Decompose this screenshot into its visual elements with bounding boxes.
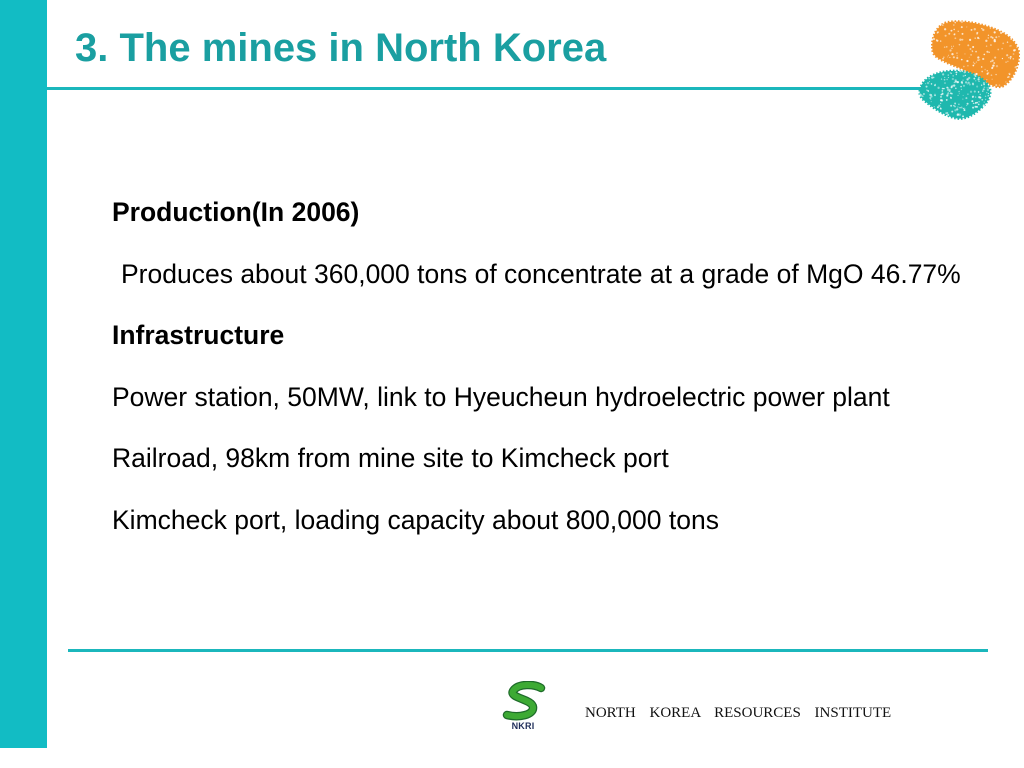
blob-speckle	[992, 64, 994, 66]
blob-speckle	[953, 24, 954, 25]
blob-speckle	[1007, 42, 1008, 43]
blob-speckle	[946, 112, 948, 114]
production-detail: Produces about 360,000 tons of concentrate at a grade of MgO 46.77%	[121, 259, 961, 289]
blob-speckle	[976, 106, 978, 108]
slide-title: 3. The mines in North Korea	[75, 26, 607, 70]
blob-speckle	[1010, 45, 1011, 46]
blob-speckle	[940, 103, 941, 104]
blob-speckle	[953, 33, 955, 35]
blob-speckle	[958, 91, 960, 93]
blob-speckle	[985, 99, 986, 100]
blob-speckle	[953, 56, 955, 58]
blob-speckle	[947, 56, 948, 57]
blob-speckle	[967, 84, 968, 85]
blob-speckle	[962, 71, 963, 72]
blob-speckle	[958, 103, 960, 105]
blob-speckle	[969, 83, 971, 85]
blob-speckle	[961, 39, 963, 41]
blob-speckle	[938, 105, 940, 107]
blob-speckle	[967, 93, 968, 94]
blob-speckle	[963, 108, 964, 109]
blob-speckle	[940, 96, 942, 98]
blob-speckle	[940, 99, 942, 101]
blob-speckle	[965, 72, 966, 73]
blob-speckle	[972, 107, 974, 109]
blob-speckle	[950, 92, 952, 94]
blob-speckle	[991, 74, 993, 76]
blob-speckle	[971, 29, 973, 31]
blob-speckle	[975, 96, 976, 97]
blob-speckle	[956, 52, 957, 53]
blob-speckle	[949, 57, 950, 58]
blob-speckle	[937, 87, 939, 89]
blob-speckle	[982, 58, 984, 60]
blob-speckle	[979, 97, 981, 99]
blob-speckle	[976, 33, 977, 34]
blob-speckle	[977, 56, 979, 58]
blob-speckle	[963, 85, 965, 87]
blob-speckle	[944, 46, 946, 48]
blob-speckle	[991, 60, 993, 62]
blob-speckle	[975, 102, 977, 104]
blob-speckle	[998, 36, 1000, 38]
blob-speckle	[955, 71, 957, 73]
blob-speckle	[978, 104, 980, 106]
blob-speckle	[950, 97, 951, 98]
blob-speckle	[994, 39, 996, 41]
blob-speckle	[975, 38, 976, 39]
blob-speckle	[961, 89, 962, 90]
blob-speckle	[974, 63, 976, 65]
blob-speckle	[987, 72, 989, 74]
blob-speckle	[934, 95, 935, 96]
speckled-blobs-logo-icon	[918, 18, 1020, 120]
blob-speckle	[975, 51, 977, 53]
blob-speckle	[961, 59, 963, 61]
blob-speckle	[1013, 53, 1015, 55]
blob-speckle	[963, 75, 965, 77]
blob-speckle	[953, 117, 954, 118]
blob-speckle	[993, 62, 995, 64]
blob-speckle	[988, 86, 990, 88]
blob-speckle	[922, 95, 924, 97]
blob-speckle	[955, 80, 957, 82]
blob-speckle	[950, 105, 952, 107]
blob-speckle	[937, 31, 939, 33]
blob-speckle	[1005, 61, 1007, 63]
blob-speckle	[1010, 58, 1011, 59]
blob-speckle	[981, 28, 982, 29]
nkri-s-logo-icon	[502, 681, 546, 723]
blob-speckle	[988, 37, 989, 38]
blob-speckle	[951, 53, 953, 55]
blob-speckle	[987, 95, 989, 97]
blob-speckle	[959, 44, 961, 46]
blob-speckle	[977, 78, 979, 80]
blob-speckle	[951, 46, 952, 47]
blob-speckle	[933, 38, 935, 40]
blob-speckle	[969, 39, 971, 41]
blob-speckle	[1014, 49, 1016, 51]
blob-speckle	[943, 57, 944, 58]
blob-speckle	[946, 22, 947, 23]
blob-speckle	[969, 48, 971, 50]
blob-speckle	[966, 105, 967, 106]
blob-speckle	[961, 81, 963, 83]
blob-speckle	[967, 65, 969, 67]
blob-speckle	[946, 46, 948, 48]
blob-speckle	[985, 40, 987, 42]
blob-speckle	[988, 93, 989, 94]
blob-speckle	[990, 44, 992, 46]
blob-speckle	[941, 92, 943, 94]
blob-speckle	[925, 83, 926, 84]
blob-speckle	[942, 73, 944, 75]
blob-speckle	[972, 65, 974, 67]
blob-speckle	[943, 88, 944, 89]
blob-speckle	[972, 97, 973, 98]
blob-speckle	[984, 69, 986, 71]
blob-speckle	[995, 36, 997, 38]
blob-speckle	[994, 31, 996, 33]
blob-speckle	[958, 31, 959, 32]
blob-speckle	[978, 38, 979, 39]
blob-speckle	[1010, 38, 1012, 40]
blob-speckle	[1001, 48, 1003, 50]
blob-speckle	[981, 85, 982, 86]
blob-speckle	[948, 92, 949, 93]
blob-speckle	[930, 95, 932, 97]
blob-speckle	[948, 74, 949, 75]
blob-speckle	[942, 58, 944, 60]
blob-speckle	[1015, 66, 1017, 68]
blob-speckle	[948, 77, 949, 78]
blob-speckle	[972, 46, 974, 48]
blob-speckle	[966, 60, 968, 62]
left-accent-bar	[0, 0, 47, 748]
blob-speckle	[942, 24, 943, 25]
blob-speckle	[975, 75, 977, 77]
blob-speckle	[953, 84, 955, 86]
blob-speckle	[984, 101, 985, 102]
blob-speckle	[967, 44, 969, 46]
blob-speckle	[948, 33, 950, 35]
blob-speckle	[959, 39, 961, 41]
blob-speckle	[973, 78, 975, 80]
blob-speckle	[1009, 74, 1010, 75]
blob-speckle	[931, 76, 933, 78]
blob-speckle	[946, 87, 948, 89]
blob-speckle	[926, 86, 928, 88]
blob-speckle	[977, 59, 979, 61]
blob-speckle	[956, 74, 957, 75]
blob-speckle	[972, 83, 974, 85]
blob-speckle	[954, 109, 956, 111]
blob-speckle	[959, 93, 960, 94]
blob-speckle	[933, 106, 934, 107]
blob-speckle	[988, 35, 989, 36]
blob-speckle	[983, 88, 985, 90]
blob-speckle	[927, 82, 929, 84]
infrastructure-item-railroad: Railroad, 98km from mine site to Kimcheck port	[112, 443, 669, 473]
blob-speckle	[954, 22, 955, 23]
blob-speckle	[956, 57, 958, 59]
blob-speckle	[962, 33, 964, 35]
blob-speckle	[970, 54, 972, 56]
blob-speckle	[982, 90, 983, 91]
blob-speckle	[1002, 42, 1004, 44]
blob-speckle	[987, 87, 988, 88]
blob-speckle	[946, 99, 948, 101]
blob-speckle	[944, 79, 946, 81]
blob-speckle	[963, 95, 964, 96]
blob-speckle	[962, 98, 963, 99]
blob-speckle	[961, 26, 963, 28]
blob-speckle	[970, 91, 972, 93]
blob-speckle	[946, 94, 948, 96]
blob-speckle	[981, 99, 983, 101]
blob-speckle	[957, 95, 958, 96]
blob-speckle	[978, 91, 980, 93]
blob-speckle	[990, 28, 991, 29]
blob-speckle	[949, 49, 951, 51]
blob-speckle	[982, 29, 984, 31]
blob-speckle	[940, 108, 942, 110]
blob-speckle	[992, 79, 993, 80]
blob-speckle	[978, 101, 979, 102]
infrastructure-heading: Infrastructure	[112, 320, 285, 350]
blob-speckle	[941, 79, 942, 80]
blob-speckle	[928, 78, 929, 79]
blob-speckle	[962, 115, 964, 117]
blob-speckle	[945, 35, 947, 37]
blob-speckle	[948, 89, 950, 91]
blob-speckle	[955, 87, 957, 89]
footer-divider	[68, 649, 988, 652]
blob-speckle	[991, 67, 993, 69]
blob-speckle	[975, 80, 976, 81]
blob-speckle	[967, 103, 969, 105]
blob-speckle	[935, 84, 936, 85]
blob-speckle	[981, 71, 983, 73]
blob-speckle	[947, 89, 949, 91]
blob-speckle	[954, 103, 956, 105]
blob-speckle	[1007, 77, 1008, 78]
blob-speckle	[948, 55, 949, 56]
blob-speckle	[972, 51, 973, 52]
blob-speckle	[995, 84, 997, 86]
blob-speckle	[951, 111, 953, 113]
blob-speckle	[1006, 54, 1008, 56]
blob-speckle	[959, 70, 961, 72]
blob-speckle	[946, 79, 948, 81]
blob-speckle	[1009, 45, 1010, 46]
blob-speckle	[953, 46, 954, 47]
blob-speckle	[969, 57, 970, 58]
blob-speckle	[986, 45, 987, 46]
blob-speckle	[974, 28, 976, 30]
blob-speckle	[965, 97, 967, 99]
blob-speckle	[957, 106, 959, 108]
blob-speckle	[1005, 81, 1006, 82]
blob-speckle	[994, 57, 996, 59]
blob-speckle	[1007, 61, 1009, 63]
blob-speckle	[930, 98, 931, 99]
blob-speckle	[978, 81, 979, 82]
blob-speckle	[976, 102, 978, 104]
blob-speckle	[986, 51, 988, 53]
blob-speckle	[931, 83, 933, 85]
blob-speckle	[950, 72, 951, 73]
blob-speckle	[944, 82, 946, 84]
infrastructure-item-power-station: Power station, 50MW, link to Hyeucheun hydroelectric power plant	[112, 382, 890, 412]
blob-speckle	[983, 54, 985, 56]
nkri-logo-text: NKRI	[511, 721, 535, 731]
blob-speckle	[960, 86, 962, 88]
blob-speckle	[1000, 32, 1002, 34]
blob-speckle	[954, 106, 956, 108]
blob-speckle	[997, 49, 999, 51]
blob-speckle	[990, 36, 992, 38]
blob-speckle	[923, 93, 925, 95]
blob-speckle	[927, 90, 929, 92]
blob-speckle	[952, 85, 953, 86]
blob-speckle	[976, 61, 977, 62]
blob-speckle	[981, 66, 982, 67]
blob-speckle	[1016, 47, 1017, 48]
blob-speckle	[953, 29, 955, 31]
blob-speckle	[973, 62, 974, 63]
blob-speckle	[957, 55, 958, 56]
blob-speckle	[985, 96, 986, 97]
blob-speckle	[959, 114, 961, 116]
blob-speckle	[929, 81, 930, 82]
blob-speckle	[983, 104, 985, 106]
blob-speckle	[973, 103, 974, 104]
blob-speckle	[947, 93, 949, 95]
blob-speckle	[963, 66, 965, 68]
blob-speckle	[986, 92, 987, 93]
blob-speckle	[974, 90, 976, 92]
blob-speckle	[988, 52, 989, 53]
blob-speckle	[996, 65, 998, 67]
blob-speckle	[984, 87, 986, 89]
blob-speckle	[1002, 58, 1003, 59]
blob-speckle	[950, 30, 952, 32]
blob-speckle	[995, 74, 996, 75]
infrastructure-item-port: Kimcheck port, loading capacity about 800,000 tons	[112, 505, 719, 535]
blob-speckle	[965, 75, 966, 76]
blob-speckle	[940, 40, 941, 41]
blob-speckle	[951, 48, 952, 49]
production-heading: Production(In 2006)	[112, 197, 360, 227]
blob-speckle	[987, 89, 989, 91]
blob-speckle	[944, 28, 946, 30]
blob-speckle	[966, 26, 967, 27]
blob-speckle	[1012, 58, 1014, 60]
blob-speckle	[964, 53, 965, 54]
blob-speckle	[952, 78, 954, 80]
blob-speckle	[971, 100, 973, 102]
blob-speckle	[986, 79, 987, 80]
blob-speckle	[961, 107, 963, 109]
blob-speckle	[983, 84, 985, 86]
blob-speckle	[961, 21, 963, 23]
blob-speckle	[999, 84, 1001, 86]
institute-name: NORTH KOREA RESOURCES INSTITUTE	[585, 705, 892, 721]
blob-speckle	[987, 70, 989, 72]
blob-speckle	[976, 85, 978, 87]
blob-speckle	[936, 39, 937, 40]
blob-speckle	[980, 94, 981, 95]
blob-speckle	[965, 81, 967, 83]
blob-speckle	[931, 101, 932, 102]
blob-speckle	[1010, 56, 1012, 58]
blob-speckle	[944, 77, 945, 78]
blob-speckle	[978, 77, 979, 78]
blob-speckle	[942, 90, 944, 92]
blob-speckle	[968, 77, 970, 79]
blob-speckle	[962, 80, 963, 81]
title-divider	[47, 87, 926, 90]
blob-speckle	[959, 107, 960, 108]
blob-speckle	[919, 93, 921, 95]
blob-speckle	[1008, 57, 1010, 59]
blob-speckle	[952, 75, 954, 77]
blob-speckle	[954, 37, 956, 39]
